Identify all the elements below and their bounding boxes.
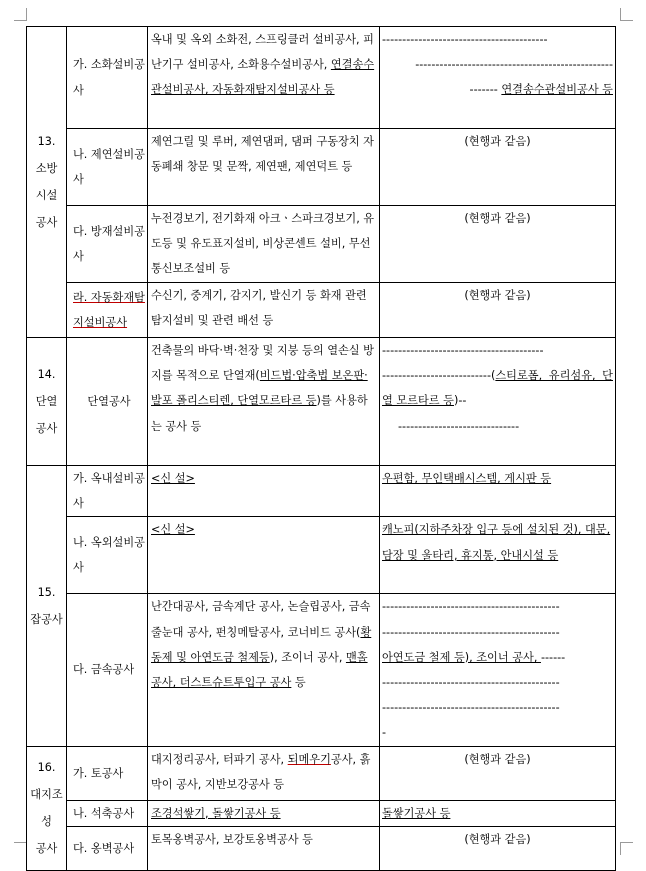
subcategory-cell: 가. 토공사 [67, 746, 148, 800]
current-text-cell: 누전경보기, 전기화재 아크ㆍ스파크경보기, 유도등 및 유도표지설비, 비상콘센트 설비, 무선통신보조설비 등 [148, 206, 380, 283]
subcategory-cell: 나. 제연설비공사 [67, 129, 148, 206]
category-line: 단열 [35, 395, 58, 408]
current-text-cell [148, 338, 380, 466]
current-text: 난간대공사, 금속계단 공사, 논슬립공사, 금속줄눈대 공사, 펀칭메탈공사, 코너비드 공사( [151, 600, 371, 639]
subcategory-cell: 다. 금속공사 [67, 594, 148, 746]
same-as-current: (현행과 같음) [464, 135, 531, 148]
category-line: 시설 [35, 189, 58, 202]
table-row [27, 338, 616, 466]
current-text-cell [148, 746, 380, 800]
revised-text-cell [380, 517, 616, 594]
current-text-changed: 맨홀공사, 더스트슈트투입구 공사 [151, 650, 368, 690]
revised-text-cell [380, 338, 616, 466]
category-line: 대지조 [30, 788, 63, 802]
table-row [27, 800, 616, 826]
revised-text-changed: 아연도금 철제 등), 조이너 공사, [382, 650, 541, 664]
unchanged-marker: -------------------------------------------- [382, 625, 560, 639]
revised-text-cell [380, 594, 616, 746]
subcategory-cell: 가. 옥내설비공사 [67, 466, 148, 517]
table-row [27, 129, 616, 206]
current-text: 건축물의 바닥·벽·천장 및 지붕 등의 열손실 방지를 목적으로 단열재( [151, 344, 374, 383]
subcategory-label: 라. 자동화재탐지설비공사 [73, 290, 145, 329]
current-text: 옥내 및 옥외 소화전, 스프링클러 설비공사, 피난기구 설비공사, 소화용수설비공사, [151, 33, 374, 72]
revised-text-changed: 스티로폼, 유리섬유, 단열 모르타르 등 [382, 369, 613, 408]
revised-text-changed: 연결송수관설비공사 등 [501, 83, 613, 97]
current-text-cell [148, 800, 380, 826]
current-text-flagged: 되메우기 [287, 752, 331, 766]
category-line: 잡공사 [30, 612, 63, 626]
unchanged-marker: ------------------------------------------------- [415, 58, 613, 72]
crop-mark-bottom-right [620, 842, 633, 855]
revised-text-cell [380, 206, 616, 283]
revised-text-changed: 돌쌓기공사 등 [382, 806, 451, 820]
unchanged-marker: ---------------------------------------- [382, 344, 544, 357]
current-text-cell [148, 594, 380, 746]
revised-text-changed: 우편함, 무인택배시스템, 게시판 등 [382, 472, 552, 485]
current-text-cell [148, 517, 380, 594]
table-row [27, 206, 616, 283]
subcategory-cell: 나. 옥외설비공사 [67, 517, 148, 594]
current-text-changed: 조경석쌓기, 돌쌓기공사 등 [151, 806, 281, 820]
revised-text-cell [380, 129, 616, 206]
same-as-current: (현행과 같음) [464, 752, 531, 766]
unchanged-marker: )-- [453, 394, 467, 408]
category-cell [27, 338, 67, 466]
table-row [27, 466, 616, 517]
category-line: 14. [37, 368, 56, 381]
category-line: 16. [37, 761, 56, 775]
new-provision-note: <신 설> [151, 472, 195, 485]
unchanged-marker: ----------------------------------------- [382, 33, 548, 46]
same-as-current: (현행과 같음) [464, 832, 531, 846]
current-text-cell: 수신기, 중계기, 감지기, 발신기 등 화재 관련 탐지설비 및 관련 배선 등 [148, 283, 380, 338]
new-provision-note: <신 설> [151, 523, 195, 537]
unchanged-marker: - [382, 726, 387, 740]
table-row [27, 283, 616, 338]
category-cell [27, 466, 67, 747]
crop-mark-top-left [14, 8, 27, 21]
current-text-cell [148, 27, 380, 129]
current-text-cell: 제연그릴 및 루버, 제연댐퍼, 댐퍼 구동장치 자동폐쇄 창문 및 문짝, 제연팬, 제연덕트 등 [148, 129, 380, 206]
unchanged-marker: ---------------------------( [382, 369, 496, 383]
subcategory-cell: 가. 소화설비공사 [67, 27, 148, 129]
category-cell [27, 746, 67, 870]
unchanged-marker: -------------------------------------------- [382, 676, 560, 690]
category-line: 공사 [35, 216, 58, 229]
revised-text-changed: 캐노피(지하주차장 입구 등에 설치된 것), 대문, 담장 및 울타리, 휴지통, 안내시설 등 [382, 523, 611, 562]
category-line: 15. [37, 585, 56, 599]
subcategory-cell: 다. 옹벽공사 [67, 826, 148, 870]
table-row [27, 746, 616, 800]
unchanged-marker: ------- [469, 83, 502, 97]
revised-text-cell [380, 466, 616, 517]
subcategory-cell [67, 283, 148, 338]
subcategory-cell: 나. 석축공사 [67, 800, 148, 826]
same-as-current: (현행과 같음) [464, 212, 531, 225]
revised-text-cell [380, 800, 616, 826]
current-text-changed: 황동제 및 아연도금 철제등 [151, 625, 372, 664]
category-cell [27, 27, 67, 338]
revised-text-cell [380, 283, 616, 338]
subcategory-cell: 단열공사 [67, 338, 148, 466]
table-row [27, 594, 616, 746]
unchanged-marker: ------ [540, 650, 566, 664]
current-text: 등 [291, 676, 306, 690]
table-row [27, 517, 616, 594]
category-line: 성 [41, 815, 52, 829]
current-text: 대지정리공사, 터파기 공사, [151, 752, 288, 766]
revised-text-cell [380, 746, 616, 800]
category-line: 공사 [35, 422, 58, 435]
unchanged-marker: -------------------------------------------- [382, 701, 560, 715]
current-text: )를 사용하는 공사 등 [151, 394, 368, 433]
revised-text-cell [380, 27, 616, 129]
unchanged-marker: -------------------------------------------- [382, 600, 560, 614]
current-text-cell: 토목옹벽공사, 보강토옹벽공사 등 [148, 826, 380, 870]
unchanged-marker: ------------------------------ [398, 419, 520, 433]
current-text: ), 조이너 공사, [269, 650, 346, 664]
comparison-table [26, 26, 616, 871]
same-as-current: (현행과 같음) [464, 289, 531, 302]
current-text-cell [148, 466, 380, 517]
subcategory-cell: 다. 방재설비공사 [67, 206, 148, 283]
current-text: 공사, 흙막이 공사, 지반보강공사 등 [151, 752, 371, 791]
category-line: 소방 [35, 162, 58, 175]
crop-mark-top-right [620, 8, 633, 21]
current-text-changed: 비드법·압축법 보온판·발포 폴리스티렌, 단열모르타르 등 [151, 369, 368, 408]
category-line: 공사 [35, 842, 58, 856]
table-row [27, 27, 616, 129]
category-line: 13. [37, 135, 56, 148]
current-text-changed: 연결송수관설비공사, 자동화재탐지설비공사 등 [151, 58, 375, 97]
